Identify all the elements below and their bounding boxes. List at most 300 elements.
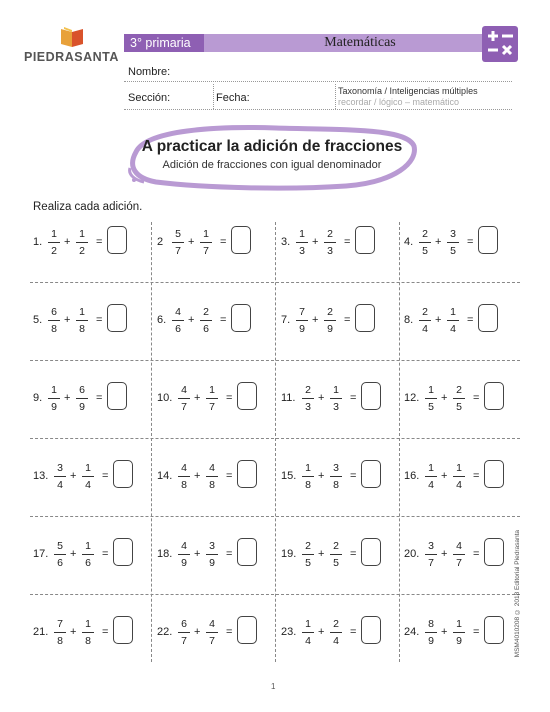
answer-box[interactable] xyxy=(113,538,133,566)
numerator: 3 xyxy=(209,540,215,552)
plus-sign: + xyxy=(188,236,195,248)
denominator: 7 xyxy=(175,245,181,257)
fraction xyxy=(48,228,60,258)
fraction xyxy=(296,306,308,336)
numerator: 4 xyxy=(209,618,215,630)
denominator: 3 xyxy=(299,245,305,257)
numerator: 7 xyxy=(57,618,63,630)
answer-box[interactable] xyxy=(237,460,257,488)
fraction xyxy=(330,540,342,570)
fraction-bar xyxy=(200,320,212,321)
page-number: 1 xyxy=(271,682,276,691)
exercise-number: 2 xyxy=(157,236,164,248)
exercise-number: 12. xyxy=(404,392,420,404)
equals-sign: = xyxy=(226,470,233,482)
exercise-number: 11. xyxy=(281,392,296,404)
exercise-number: 9. xyxy=(33,392,43,404)
name-label: Nombre: xyxy=(128,66,171,78)
answer-box[interactable] xyxy=(237,382,257,410)
numerator: 1 xyxy=(85,462,91,474)
fraction xyxy=(200,306,212,336)
fraction-bar xyxy=(425,476,437,477)
plus-sign: + xyxy=(64,392,71,404)
name-field[interactable] xyxy=(124,81,512,82)
fraction xyxy=(324,228,336,258)
fraction xyxy=(425,462,437,492)
fraction xyxy=(54,540,66,570)
exercise-number: 21. xyxy=(33,626,49,638)
numerator: 3 xyxy=(57,462,63,474)
exercise-item xyxy=(281,384,399,414)
exercise-item xyxy=(33,384,151,414)
numerator: 1 xyxy=(85,540,91,552)
exercise-item xyxy=(33,618,151,648)
plus-sign: + xyxy=(70,470,77,482)
denominator: 9 xyxy=(299,323,305,335)
answer-box[interactable] xyxy=(355,304,375,332)
denominator: 7 xyxy=(209,401,215,413)
plus-sign: + xyxy=(318,548,325,560)
exercise-item xyxy=(404,228,522,258)
exercise-item xyxy=(157,618,275,648)
answer-box[interactable] xyxy=(237,616,257,644)
exercise-number: 5. xyxy=(33,314,43,326)
numerator: 1 xyxy=(333,384,339,396)
exercise-item xyxy=(157,306,275,336)
exercise-item xyxy=(157,384,275,414)
numerator: 7 xyxy=(299,306,305,318)
fraction-bar xyxy=(76,398,88,399)
denominator: 5 xyxy=(333,557,339,569)
exercise-number: 23. xyxy=(281,626,297,638)
numerator: 1 xyxy=(450,306,456,318)
denominator: 8 xyxy=(333,479,339,491)
fraction-bar xyxy=(419,320,431,321)
fraction xyxy=(76,384,88,414)
numerator: 1 xyxy=(209,384,215,396)
numerator: 1 xyxy=(79,306,85,318)
exercise-number: 10. xyxy=(157,392,173,404)
denominator: 5 xyxy=(305,557,311,569)
equals-sign: = xyxy=(220,314,227,326)
banner-title: A practicar la adición de fracciones xyxy=(141,138,403,155)
fraction-bar xyxy=(302,632,314,633)
fraction-bar xyxy=(76,242,88,243)
row-divider xyxy=(30,594,520,595)
numerator: 1 xyxy=(305,462,311,474)
denominator: 4 xyxy=(422,323,428,335)
divider xyxy=(213,84,214,109)
answer-box[interactable] xyxy=(231,304,251,332)
fraction xyxy=(425,384,437,414)
exercise-item xyxy=(404,306,522,336)
fraction-bar xyxy=(324,320,336,321)
equals-sign: = xyxy=(226,626,233,638)
column-divider xyxy=(275,222,276,662)
plus-sign: + xyxy=(194,548,201,560)
exercise-number: 14. xyxy=(157,470,173,482)
answer-box[interactable] xyxy=(237,538,257,566)
exercise-number: 7. xyxy=(281,314,291,326)
exercise-number: 13. xyxy=(33,470,49,482)
taxonomy-value: recordar / lógico – matemático xyxy=(338,97,460,107)
book-logo-icon xyxy=(59,26,85,48)
numerator: 4 xyxy=(181,540,187,552)
plus-sign: + xyxy=(194,392,201,404)
equals-sign: = xyxy=(350,626,357,638)
numerator: 1 xyxy=(203,228,209,240)
denominator: 4 xyxy=(57,479,63,491)
numerator: 5 xyxy=(57,540,63,552)
fraction xyxy=(206,384,218,414)
instructions: Realiza cada adición. xyxy=(33,201,143,213)
numerator: 1 xyxy=(79,228,85,240)
plus-sign: + xyxy=(435,314,442,326)
denominator: 9 xyxy=(51,401,57,413)
fraction xyxy=(206,540,218,570)
fraction-bar xyxy=(178,398,190,399)
fraction-bar xyxy=(206,632,218,633)
fraction xyxy=(172,306,184,336)
fraction-bar xyxy=(178,632,190,633)
plus-sign: + xyxy=(64,236,71,248)
fraction xyxy=(200,228,212,258)
numerator: 6 xyxy=(79,384,85,396)
denominator: 6 xyxy=(85,557,91,569)
fraction xyxy=(330,384,342,414)
fraction-bar xyxy=(200,242,212,243)
fraction-bar xyxy=(82,476,94,477)
equals-sign: = xyxy=(350,392,357,404)
answer-box[interactable] xyxy=(361,538,381,566)
fraction xyxy=(447,306,459,336)
denominator: 7 xyxy=(203,245,209,257)
denominator: 5 xyxy=(456,401,462,413)
numerator: 2 xyxy=(422,306,428,318)
fraction xyxy=(82,462,94,492)
answer-box[interactable] xyxy=(361,460,381,488)
fraction xyxy=(419,228,431,258)
exercise-number: 3. xyxy=(281,236,291,248)
answer-box[interactable] xyxy=(113,460,133,488)
column-divider xyxy=(399,222,400,662)
numerator: 4 xyxy=(175,306,181,318)
plus-sign: + xyxy=(441,392,448,404)
denominator: 5 xyxy=(422,245,428,257)
fraction-bar xyxy=(178,476,190,477)
equals-sign: = xyxy=(96,392,103,404)
exercise-item xyxy=(281,462,399,492)
numerator: 6 xyxy=(181,618,187,630)
fraction-bar xyxy=(419,242,431,243)
denominator: 4 xyxy=(333,635,339,647)
denominator: 4 xyxy=(428,479,434,491)
fraction-bar xyxy=(178,554,190,555)
exercise-item xyxy=(404,462,522,492)
row-divider xyxy=(30,438,520,439)
numerator: 6 xyxy=(51,306,57,318)
fraction-bar xyxy=(172,320,184,321)
plus-sign: + xyxy=(64,314,71,326)
column-divider xyxy=(151,222,152,662)
fraction-bar xyxy=(76,320,88,321)
section-date-field[interactable] xyxy=(124,109,512,110)
fraction-bar xyxy=(453,632,465,633)
fraction xyxy=(302,462,314,492)
answer-box[interactable] xyxy=(484,460,504,488)
equals-sign: = xyxy=(473,548,480,560)
plus-sign: + xyxy=(318,626,325,638)
answer-box[interactable] xyxy=(478,226,498,254)
grade-label: 3° primaria xyxy=(124,34,204,52)
equals-sign: = xyxy=(344,314,351,326)
fraction xyxy=(206,618,218,648)
plus-sign: + xyxy=(312,236,319,248)
fraction-bar xyxy=(425,554,437,555)
denominator: 7 xyxy=(181,635,187,647)
numerator: 2 xyxy=(305,384,311,396)
numerator: 2 xyxy=(333,618,339,630)
numerator: 2 xyxy=(305,540,311,552)
exercise-number: 1. xyxy=(33,236,43,248)
denominator: 7 xyxy=(209,635,215,647)
denominator: 2 xyxy=(51,245,57,257)
denominator: 8 xyxy=(79,323,85,335)
plus-sign: + xyxy=(70,548,77,560)
denominator: 7 xyxy=(181,401,187,413)
equals-sign: = xyxy=(102,470,109,482)
fraction xyxy=(302,384,314,414)
plus-sign: + xyxy=(188,314,195,326)
fraction-bar xyxy=(425,398,437,399)
fraction-bar xyxy=(330,398,342,399)
fraction xyxy=(302,618,314,648)
fraction-bar xyxy=(324,242,336,243)
exercise-number: 20. xyxy=(404,548,420,560)
fraction-bar xyxy=(453,554,465,555)
plus-sign: + xyxy=(194,470,201,482)
fraction-bar xyxy=(54,476,66,477)
fraction xyxy=(453,618,465,648)
fraction xyxy=(178,462,190,492)
fraction-bar xyxy=(82,632,94,633)
exercise-item xyxy=(157,228,275,258)
answer-box[interactable] xyxy=(484,382,504,410)
banner-subtitle: Adición de fracciones con igual denominador xyxy=(162,159,382,171)
denominator: 9 xyxy=(181,557,187,569)
denominator: 8 xyxy=(209,479,215,491)
exercise-number: 6. xyxy=(157,314,167,326)
plus-sign: + xyxy=(441,626,448,638)
numerator: 8 xyxy=(428,618,434,630)
equals-sign: = xyxy=(102,548,109,560)
fraction-bar xyxy=(447,320,459,321)
fraction xyxy=(330,462,342,492)
denominator: 8 xyxy=(85,635,91,647)
numerator: 3 xyxy=(450,228,456,240)
exercise-item xyxy=(157,462,275,492)
denominator: 9 xyxy=(327,323,333,335)
denominator: 2 xyxy=(79,245,85,257)
exercise-number: 22. xyxy=(157,626,173,638)
fraction-bar xyxy=(82,554,94,555)
exercise-number: 8. xyxy=(404,314,414,326)
fraction xyxy=(178,540,190,570)
answer-box[interactable] xyxy=(478,304,498,332)
fraction xyxy=(82,618,94,648)
fraction xyxy=(453,540,465,570)
numerator: 2 xyxy=(456,384,462,396)
answer-box[interactable] xyxy=(107,226,127,254)
denominator: 9 xyxy=(209,557,215,569)
numerator: 2 xyxy=(422,228,428,240)
numerator: 5 xyxy=(175,228,181,240)
numerator: 2 xyxy=(203,306,209,318)
plus-sign: + xyxy=(318,470,325,482)
fraction-bar xyxy=(302,554,314,555)
fraction xyxy=(302,540,314,570)
answer-box[interactable] xyxy=(484,616,504,644)
fraction-bar xyxy=(302,398,314,399)
fraction xyxy=(76,306,88,336)
plus-sign: + xyxy=(441,548,448,560)
exercise-item xyxy=(404,384,522,414)
fraction-bar xyxy=(54,554,66,555)
numerator: 1 xyxy=(85,618,91,630)
numerator: 1 xyxy=(456,618,462,630)
fraction xyxy=(330,618,342,648)
equals-sign: = xyxy=(350,548,357,560)
divider xyxy=(335,84,336,109)
fraction xyxy=(76,228,88,258)
exercise-item xyxy=(404,540,522,570)
denominator: 5 xyxy=(428,401,434,413)
copyright-code: MSM4010208 © 2018 Editorial Piedrasanta xyxy=(514,530,521,658)
exercise-number: 16. xyxy=(404,470,420,482)
denominator: 4 xyxy=(85,479,91,491)
numerator: 2 xyxy=(327,306,333,318)
fraction xyxy=(453,462,465,492)
numerator: 4 xyxy=(209,462,215,474)
denominator: 6 xyxy=(203,323,209,335)
exercise-item xyxy=(281,306,399,336)
exercise-item xyxy=(404,618,522,648)
denominator: 9 xyxy=(79,401,85,413)
exercise-item xyxy=(33,306,151,336)
fraction xyxy=(48,384,60,414)
fraction-bar xyxy=(330,632,342,633)
fraction xyxy=(82,540,94,570)
answer-box[interactable] xyxy=(107,382,127,410)
denominator: 7 xyxy=(456,557,462,569)
answer-box[interactable] xyxy=(107,304,127,332)
exercise-number: 15. xyxy=(281,470,297,482)
denominator: 6 xyxy=(57,557,63,569)
denominator: 6 xyxy=(175,323,181,335)
fraction xyxy=(296,228,308,258)
subject-title: Matemáticas xyxy=(324,35,396,50)
numerator: 4 xyxy=(181,462,187,474)
fraction xyxy=(54,618,66,648)
equals-sign: = xyxy=(350,470,357,482)
equals-sign: = xyxy=(467,236,474,248)
numerator: 2 xyxy=(333,540,339,552)
fraction-bar xyxy=(48,320,60,321)
fraction-bar xyxy=(48,398,60,399)
fraction-bar xyxy=(206,554,218,555)
exercise-item xyxy=(281,540,399,570)
fraction xyxy=(425,540,437,570)
answer-box[interactable] xyxy=(484,538,504,566)
fraction-bar xyxy=(54,632,66,633)
row-divider xyxy=(30,360,520,361)
exercise-item xyxy=(33,228,151,258)
denominator: 3 xyxy=(327,245,333,257)
fraction-bar xyxy=(206,476,218,477)
plus-sign: + xyxy=(441,470,448,482)
equals-sign: = xyxy=(96,236,103,248)
numerator: 1 xyxy=(428,462,434,474)
fraction xyxy=(178,384,190,414)
equals-sign: = xyxy=(226,548,233,560)
numerator: 1 xyxy=(456,462,462,474)
fraction xyxy=(172,228,184,258)
numerator: 1 xyxy=(428,384,434,396)
fraction-bar xyxy=(296,242,308,243)
fraction-bar xyxy=(302,476,314,477)
plus-sign: + xyxy=(312,314,319,326)
answer-box[interactable] xyxy=(231,226,251,254)
denominator: 4 xyxy=(456,479,462,491)
answer-box[interactable] xyxy=(361,382,381,410)
fraction-bar xyxy=(453,398,465,399)
equals-sign: = xyxy=(473,470,480,482)
exercise-number: 19. xyxy=(281,548,297,560)
equals-sign: = xyxy=(467,314,474,326)
exercise-number: 24. xyxy=(404,626,420,638)
fraction-bar xyxy=(206,398,218,399)
denominator: 8 xyxy=(57,635,63,647)
answer-box[interactable] xyxy=(361,616,381,644)
fraction xyxy=(447,228,459,258)
equals-sign: = xyxy=(473,392,480,404)
exercise-number: 17. xyxy=(33,548,49,560)
date-label: Fecha: xyxy=(216,92,250,104)
exercise-number: 4. xyxy=(404,236,414,248)
fraction xyxy=(178,618,190,648)
denominator: 3 xyxy=(333,401,339,413)
exercise-item xyxy=(157,540,275,570)
equals-sign: = xyxy=(102,626,109,638)
fraction-bar xyxy=(447,242,459,243)
denominator: 4 xyxy=(305,635,311,647)
fraction-bar xyxy=(48,242,60,243)
plus-minus-times-icon xyxy=(482,26,518,62)
equals-sign: = xyxy=(473,626,480,638)
denominator: 8 xyxy=(181,479,187,491)
denominator: 8 xyxy=(51,323,57,335)
answer-box[interactable] xyxy=(113,616,133,644)
equals-sign: = xyxy=(220,236,227,248)
numerator: 2 xyxy=(327,228,333,240)
denominator: 9 xyxy=(456,635,462,647)
answer-box[interactable] xyxy=(355,226,375,254)
denominator: 7 xyxy=(428,557,434,569)
plus-sign: + xyxy=(70,626,77,638)
fraction-bar xyxy=(425,632,437,633)
fraction-bar xyxy=(330,476,342,477)
denominator: 8 xyxy=(305,479,311,491)
